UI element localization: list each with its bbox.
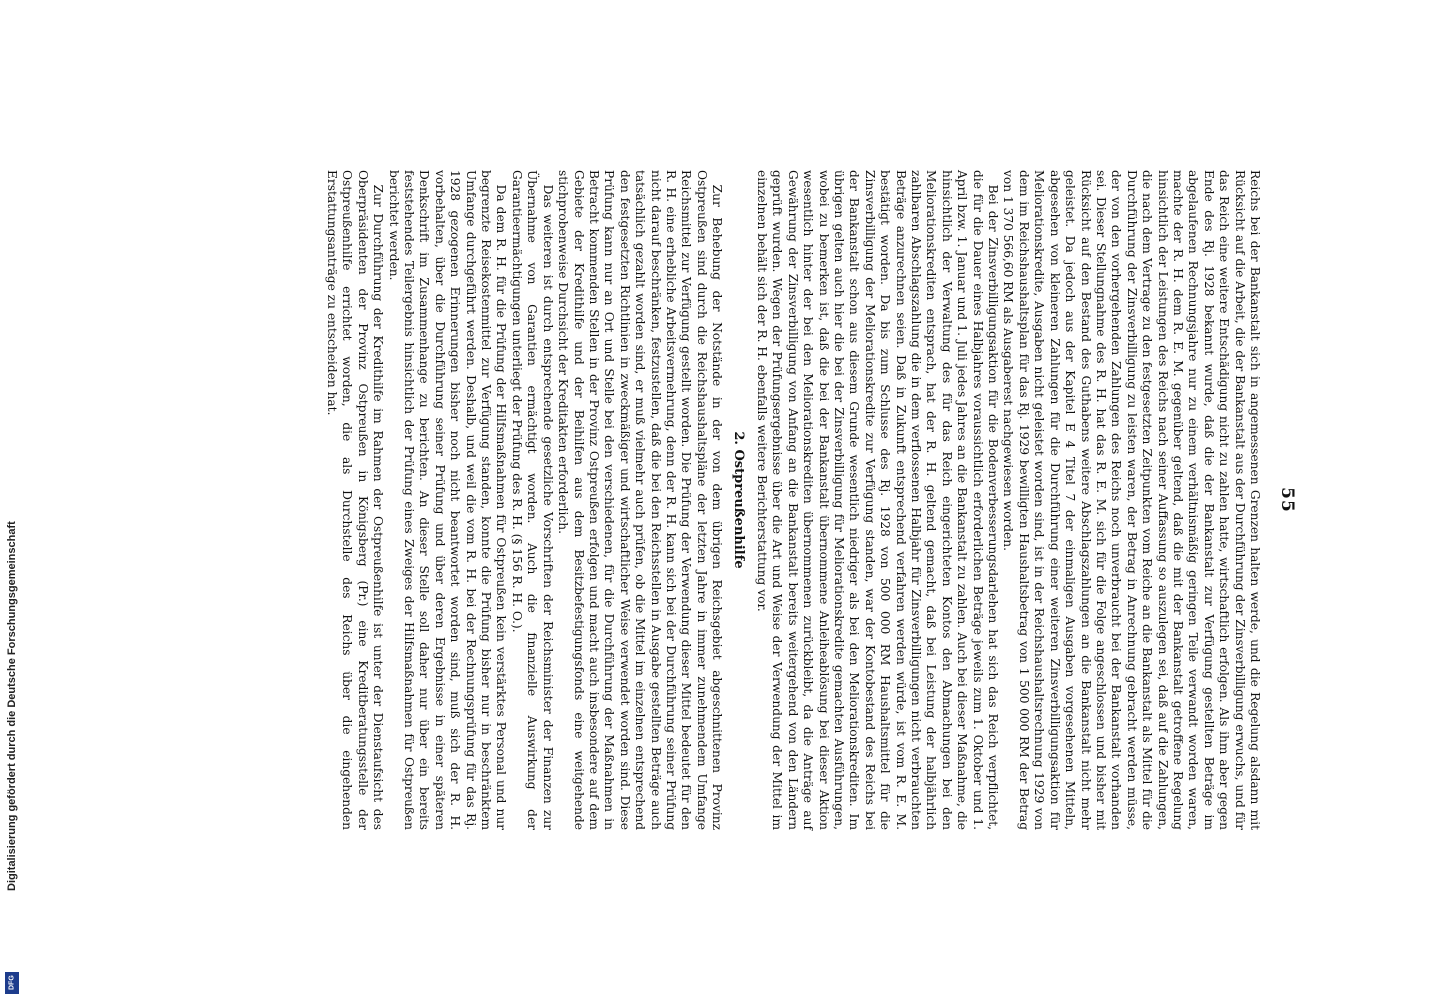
funding-note: Digitalisierung gefördert durch die Deutsche Forschungsgemeinschaft — [6, 521, 18, 891]
paragraph-3: Zur Behebung der Notstände in der von dem übrigen Reichsgebiet abgeschnittenen Provinz Ostpreußen sind durch die Reichshaushaltspläne der letzten Jahre in immer zunehmendem Umfange Reichsmittel zur Verfügung gestellt worden. Die Prüfung der Verwendung dieser Mittel bedeutet für den R. H. eine erhebliche Arbeitsvermehrung, denn der R. H. kann sich bei der Durchführung seiner Prüfung nicht darauf beschränken, festzustellen, daß die bei den Reichsstellen in Ausgabe gestellten Beträge auch tatsächlich gezahlt worden sind, er muß vielmehr auch prüfen, ob die Mittel im einzelnen entsprechend den festgesetzten Richtlinien in zweckmäßiger und wirtschaftlicher Weise verwendet worden sind. Diese Prüfung kann nur an Ort und Stelle bei den verschiedenen, für die Durchführung der Maßnahmen in Betracht kommenden Stellen in der Provinz Ostpreußen erfolgen und macht auch insbesondere auf dem Gebiete der Kredithilfe und der Beihilfen aus dem Besitzbefestigungsfonds eine weitgehende stichprobenweise Durchsicht der Kreditakten erforderlich. — [556, 170, 725, 830]
paragraph-6: Zur Durchführung der Kredithilfe im Rahmen der Ostpreußenhilfe ist unter der Dienstaufsicht des Oberpräsidenten der Provinz Ostpreußen in Königsberg (Pr.) eine Kreditberatungsstelle der Ostpreußenhilfe errichtet worden, die als Durchstelle des Reichs über die eingehenden Erstattungsanträge zu entscheiden hat. — [325, 170, 386, 830]
rotated-page — [117, 150, 1317, 850]
page-body — [324, 170, 1262, 830]
paragraph-5: Da dem R. H. für die Prüfung der Hilfsmaßnahmen für Ostpreußen kein verstärktes Personal und nur begrenzte Reisekostenmittel zur Verfügung standen, konnte die Prüfung bisher nur in beschränktem Umfange durchgeführt werden. Deshalb, und weil die vom R. H. bei der Rechnungsprüfung für das Rj. 1928 gezogenen Erinnerungen bisher noch nicht beantwortet worden sind, muß sich der R. H. vorbehalten, über die Durchführung seiner Prüfung und über deren Ergebnisse in einer späteren Denkschrift im Zusammenhange zu berichten. An dieser Stelle soll daher nur über ein bereits feststehendes Teilergebnis hinsichtlich der Prüfung eines Zweiges der Hilfsmaßnahmen für Ostpreußen berichtet werden. — [386, 170, 509, 830]
paragraph-4: Das weiteren ist durch entsprechende gesetzliche Vorschriften der Reichsminister der Finanzen zur Übernahme von Garantien ermächtigt worden. Auch die finanzielle Auswirkung der Garantieermächtigungen unterliegt der Prüfung des R. H. (§ 156 R. H. O.). — [509, 170, 555, 830]
page-number: 55 — [1277, 487, 1297, 513]
paragraph-2: Bei der Zinsverbilligungsaktion für die Bodenverbesserungsdarlehen hat sich das Reich verpflichtet, die für die Dauer eines Halbjahres voraussichtlich erforderlichen Beträge jeweils zum 1. Oktober und 1. April bzw. 1. Januar und 1. Juli jedes Jahres an die Bankanstalt zu zahlen. Auch bei dieser Maßnahme, die hinsichtlich der Verwaltung des für das Reich eingerichteten Kontos den Abmachungen bei den Meliorationskrediten entsprach, hat der R. H. geltend gemacht, daß bei Leistung der halbjährlich zahlbaren Abschlagszahlung die in dem verflossenen Halbjahr für Zinsverbilligungen nicht verbrauchten Beträge anzurechnen seien. Daß in Zukunft entsprechend verfahren werden würde, ist vom R. E. M. bestätigt worden. Da bis zum Schlusse des Rj. 1928 von 500 000 RM Haushaltsmittel für die Zinsverbilligung der Meliorationskredite zur Verfügung standen, war der Kontobestand des Reichs bei der Bankanstalt schon aus diesem Grunde wesentlich niedriger als bei den Meliorationskrediten. Im übrigen gelten auch hier die bei der Zinsverbilligung für Meliorationskredite gemachten Ausführungen, wobei zu bemerken ist, daß die bei der Bankanstalt übernommene Anleiheablösung bei dieser Aktion wesentlich hinter der bei den Meliorationskrediten übernommenen zurückbleibt, da die Anträge auf Gewährung der Zinsverbilligung von Anfang an die Bankanstalt bereits weitergehend von den Ländern geprüft wurden. Wegen der Prüfungsergebnisse über die Art und Weise der Verwendung der Mittel im einzelnen behält sich der R. H. ebenfalls weitere Berichterstattung vor. — [755, 170, 1001, 830]
dfg-logo-icon: DFG — [5, 972, 19, 994]
digitization-footer — [2, 0, 22, 1000]
paragraph-1: Reichs bei der Bankanstalt sich in angemessenen Grenzen halten werde, und die Regelung alsdann mit Rücksicht auf die Arbeit, die der Bankanstalt aus der Durchführung der Zinsverbilligung erwuchs, und für das Reich eine weitere Entschädigung nicht zu zahlen hatte, wirtschaftlich erfolgen. Als ihm aber gegen Ende des Rj. 1928 bekannt wurde, daß die der Bankanstalt zur Verfügung gestellten Beträge im abgelaufenen Rechnungsjahre nur zu einem verhältnismäßig geringen Teile verwandt worden waren, machte der R. H. dem R. E. M. gegenüber geltend, daß die mit der Bankanstalt getroffene Regelung hinsichtlich der Leistungen des Reichs nach seiner Auffassung so auszulegen sei, daß auf die Zahlungen, die nach dem Vertrage zu den festgesetzten Zeitpunkten vom Reiche an die Bankanstalt als Mittel für die Durchführung der Zinsverbilligung zu leisten waren, der Betrag in Anrechnung gebracht werden müsse, der von den vorhergehenden Zahlungen des Reichs noch unverbraucht bei der Bankanstalt vorhanden sei. Dieser Stellungnahme des R. H. hat das R. E. M. sich für die Folge angeschlossen und bisher mit Rücksicht auf den Bestand des Guthabens weitere Abschlagszahlungen an die Bankanstalt nicht mehr geleistet. Da jedoch aus der Kapitel E 4 Titel 7 der einmaligen Ausgaben vorgesehenen Mitteln, abgesehen von kleineren Zahlungen für die Durchführung einer weiteren Zinsverbilligungsaktion für Meliorationskredite, Ausgaben nicht geleistet worden sind, ist in der Reichshaushaltsrechnung 1929 von dem im Reichshaushaltsplan für das Rj. 1929 bewilligten Haushaltsbetrag von 1 500 000 RM der Betrag von 1 370 566,60 RM als Ausgaberest nachgewiesen worden. — [1001, 170, 1262, 830]
section-heading: 2. Ostpreußenhilfe — [730, 431, 746, 569]
